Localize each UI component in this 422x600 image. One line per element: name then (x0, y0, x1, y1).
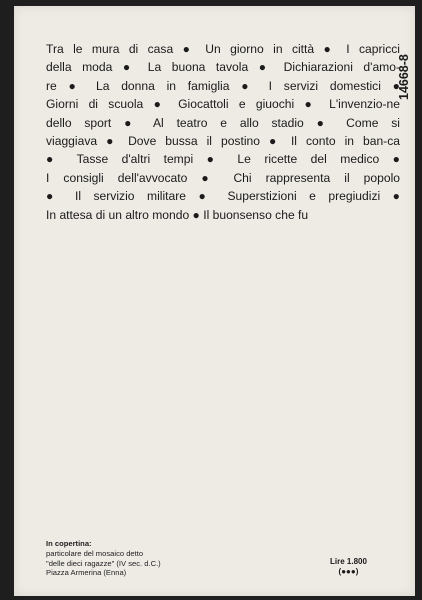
chapter-list-line: ● Tasse d'altri tempi ● Le ricette del medico ● (46, 152, 400, 167)
caption-line: Piazza Armerina (Enna) (46, 568, 127, 578)
caption-line: particolare del mosaico detto (46, 548, 144, 558)
price-symbol: (●●●) (338, 567, 359, 576)
chapter-list-line: dello sport ● Al teatro e allo stadio ● Come si (46, 115, 400, 130)
price-label: Lire 1.800 (330, 557, 367, 566)
cover-caption (46, 539, 161, 578)
chapter-list-line: I consigli dell'avvocato ● Chi rappresenta il popolo (46, 170, 400, 185)
chapter-list (46, 40, 400, 224)
chapter-list-line: Giorni di scuola ● Giocattoli e giuochi ● L'invenzio-ne (46, 97, 400, 112)
chapter-list-line: re ● La donna in famiglia ● I servizi domestici ● (46, 78, 400, 93)
catalog-code: 14668-8 (397, 54, 411, 101)
chapter-list-line: Tra le mura di casa ● Un giorno in città ● I capricci (46, 42, 400, 56)
chapter-list-line: viaggiava ● Dove bussa il postino ● Il conto in ban-ca (46, 134, 400, 149)
price-tag (330, 557, 367, 577)
caption-intro: In copertina: (46, 539, 92, 548)
chapter-list-line: ● Il servizio militare ● Superstizioni e pregiudizi ● (46, 189, 400, 204)
chapter-list-line: della moda ● La buona tavola ● Dichiarazioni d'amo- (46, 60, 400, 75)
caption-line: "delle dieci ragazze" (IV sec. d.C.) (46, 558, 161, 568)
chapter-list-line: In attesa di un altro mondo ● Il buonsenso che fu (46, 207, 309, 222)
